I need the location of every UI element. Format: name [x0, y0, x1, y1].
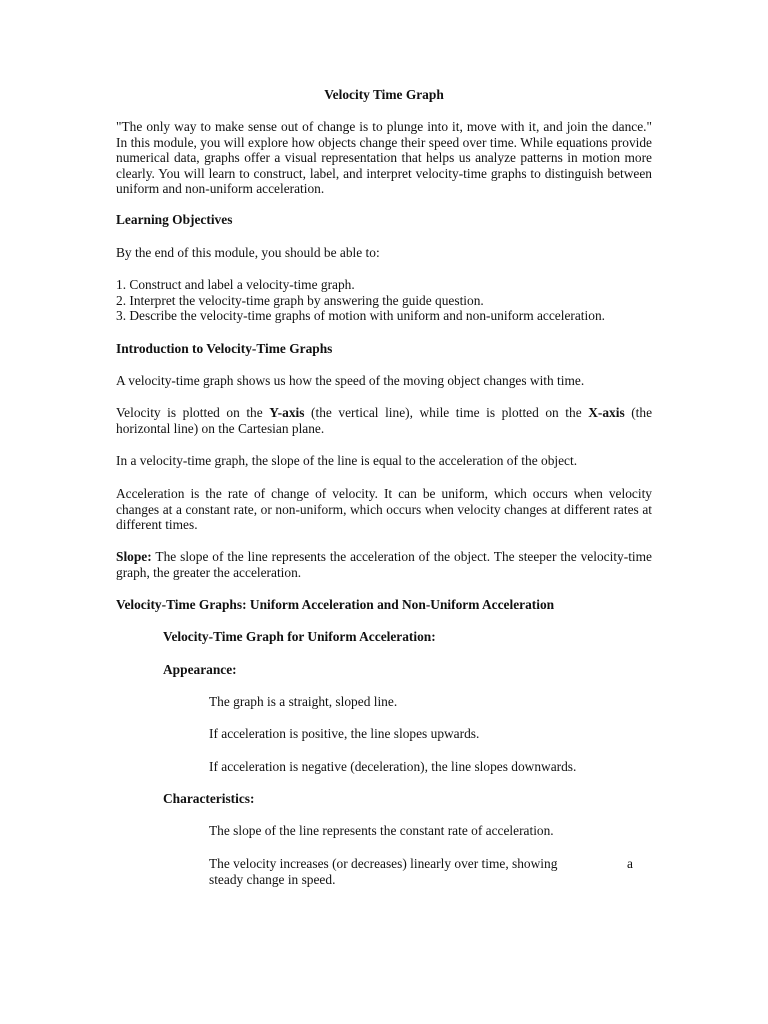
appearance-item-3: If acceleration is negative (deceleration), the line slopes downwards. [209, 759, 577, 774]
intro-vt-paragraph-1: A velocity-time graph shows us how the speed of the moving object changes with time. [116, 373, 585, 388]
characteristics-heading: Characteristics: [163, 791, 255, 806]
characteristics-item-2-line-1 [209, 856, 633, 872]
appearance-heading: Appearance: [163, 662, 237, 677]
slope-acceleration-paragraph: In a velocity-time graph, the slope of the line is equal to the acceleration of the object. [116, 453, 578, 468]
characteristics-item-1: The slope of the line represents the constant rate of acceleration. [209, 823, 554, 838]
objectives-lead: By the end of this module, you should be able to: [116, 245, 380, 260]
characteristics-item-2-text: The velocity increases (or decreases) linearly over time, showing [209, 856, 558, 871]
appearance-item-2: If acceleration is positive, the line slopes upwards. [209, 726, 480, 741]
slope-text: The slope of the line represents the acceleration of the object. The steeper the velocity-time graph, the greater the acceleration. [116, 549, 652, 580]
axes-paragraph [116, 405, 652, 436]
slope-label: Slope: [116, 549, 152, 564]
list-item: 3. Describe the velocity-time graphs of motion with uniform and non-uniform acceleration. [116, 308, 605, 323]
acceleration-paragraph: Acceleration is the rate of change of velocity. It can be uniform, which occurs when velocity changes at a constant rate, or non-uniform, which occurs when velocity changes at different rates at different times. [116, 486, 652, 532]
uniform-acceleration-heading: Velocity-Time Graph for Uniform Acceleration: [163, 629, 436, 644]
slope-paragraph [116, 549, 652, 580]
section-heading: Velocity-Time Graphs: Uniform Acceleration and Non-Uniform Acceleration [116, 597, 555, 612]
y-axis-term: Y-axis [269, 405, 305, 420]
list-item: 1. Construct and label a velocity-time graph. [116, 277, 355, 292]
axes-text-a: Velocity is plotted on the [116, 405, 270, 420]
list-item: 2. Interpret the velocity-time graph by answering the guide question. [116, 292, 484, 308]
characteristics-item-2-word: a [627, 856, 633, 871]
axes-text-c: (the vertical line), while time is plotted on the [304, 405, 589, 420]
objectives-list [116, 277, 652, 324]
introduction-heading: Introduction to Velocity-Time Graphs [116, 341, 333, 356]
page-title: Velocity Time Graph [324, 87, 444, 102]
characteristics-item-2 [209, 856, 633, 887]
learning-objectives-heading: Learning Objectives [116, 212, 233, 227]
x-axis-term: X-axis [588, 405, 625, 420]
characteristics-item-2-line-2: steady change in speed. [209, 871, 336, 887]
intro-paragraph: "The only way to make sense out of change is to plunge into it, move with it, and join the dance." In this module, you will explore how objects change their speed over time. While equations provide numerical data, graphs offer a visual representation that helps us analyze patterns in motion more clearly. You will learn to construct, label, and interpret velocity-time graphs to distinguish between uniform and non-uniform acceleration. [116, 119, 652, 196]
axes-text-e: (the horizontal line) on the Cartesian plane. [116, 405, 653, 436]
appearance-item-1: The graph is a straight, sloped line. [209, 694, 398, 709]
